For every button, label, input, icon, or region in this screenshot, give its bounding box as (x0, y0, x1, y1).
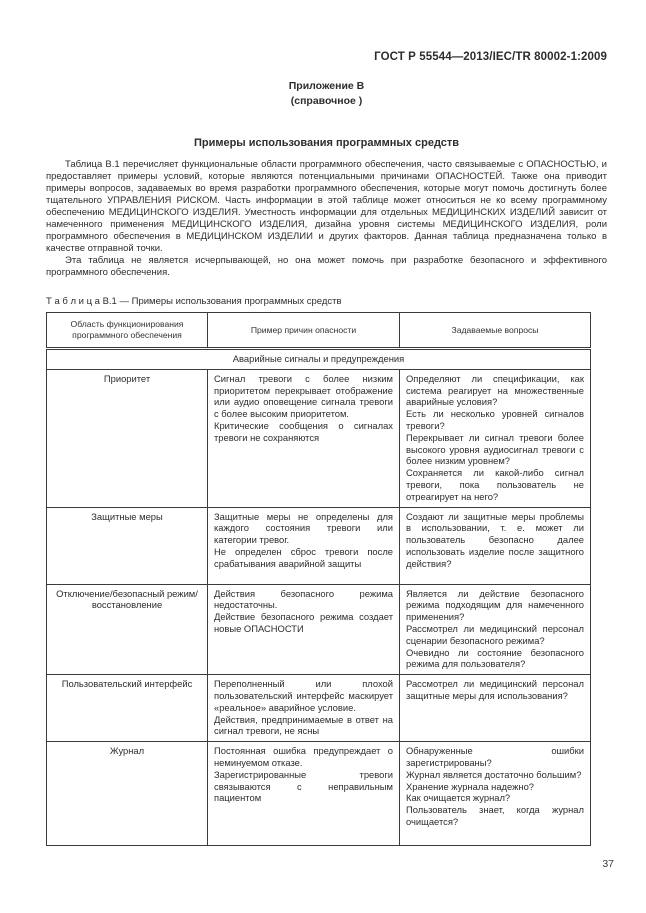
cell-paragraph: Очевидно ли состояние безопасного режима для пользователя? (406, 646, 584, 670)
cell-paragraph: Как очищается журнал? (406, 792, 511, 804)
page-title: Примеры использования программных средств (193, 137, 460, 149)
cell-function-area: Отключение/безопасный режим/восстановление (47, 584, 208, 675)
cell-paragraph: Сохраняется ли какой-либо сигнал тревоги, пока пользователь не отреагирует на него? (406, 467, 584, 502)
cell-paragraph: Пользователь знает, когда журнал очищается? (406, 804, 584, 827)
table-section-row (47, 349, 591, 370)
table-row (47, 675, 591, 742)
appendix-heading (46, 79, 607, 109)
cell-paragraph: Является ли действие безопасного режима подходящим для намеченного применения? (406, 587, 584, 623)
cell-paragraph: Критические сообщения о сигналах тревоги не сохраняются (214, 419, 393, 443)
usage-examples-table (46, 312, 591, 846)
cell-paragraph: Перекрывает ли сигнал тревоги более высокого уровня аудиосигнал тревоги с более низким уровнем? (406, 431, 584, 467)
table-header-row (47, 313, 591, 349)
cell-paragraph: Зарегистрированные тревоги связываются с неправильным пациентом (214, 768, 393, 804)
content-area (46, 0, 614, 871)
cell-function-area: Защитные меры (47, 507, 208, 584)
cell-hazard-causes (208, 507, 400, 584)
column-header-function-area: Область функционирования программного обеспечения (47, 313, 208, 349)
table-row (47, 369, 591, 507)
table-caption: Т а б л и ц а В.1 — Примеры использования программных средств (46, 296, 342, 307)
cell-paragraph: Сигнал тревоги с более низким приоритетом перекрывает отображение или аудио оповещение сигнала тревоги с более высоким приоритетом. (214, 372, 393, 420)
appendix-type: (справочное ) (290, 95, 363, 107)
section-header: Аварийные сигналы и предупреждения (47, 349, 591, 370)
cell-paragraph: Не определен сброс тревоги после срабатывания аварийной защиты (214, 545, 393, 569)
table-row (47, 584, 591, 675)
cell-questions (400, 507, 591, 584)
cell-function-area: Пользовательский интерфейс (47, 675, 208, 742)
cell-paragraph: Постоянная ошибка предупреждает о неминуемом отказе. (214, 745, 393, 768)
cell-paragraph: Есть ли несколько уровней сигналов тревоги? (406, 408, 584, 431)
paragraph: Эта таблица не является исчерпывающей, но она может помочь при разработке безопасного и эффективного программного обеспечения. (46, 255, 607, 278)
cell-paragraph: Действие безопасного режима создает новые ОПАСНОСТИ (214, 611, 393, 634)
cell-paragraph: Рассмотрел ли медицинский персонал сценарии безопасного режима? (406, 622, 584, 646)
cell-paragraph: Действия, предпринимаемые в ответ на сигнал тревоги, не ясны (214, 713, 393, 737)
table-row (47, 507, 591, 584)
cell-questions (400, 584, 591, 675)
page-number: 37 (602, 858, 614, 871)
cell-hazard-causes (208, 742, 400, 846)
cell-paragraph: Хранение журнала надежно? (406, 780, 535, 792)
cell-function-area: Приоритет (47, 369, 208, 507)
cell-hazard-causes (208, 675, 400, 742)
document-code-header: ГОСТ Р 55544—2013/IEC/TR 80002-1:2009 (374, 51, 607, 63)
cell-paragraph: Определяют ли спецификации, как система реагирует на множественные аварийные условия? (406, 372, 584, 408)
cell-paragraph: Журнал является достаточно большим? (406, 768, 582, 780)
cell-questions (400, 369, 591, 507)
cell-paragraph: Обнаруженные ошибки зарегистрированы? (406, 745, 584, 768)
cell-paragraph: Создают ли защитные меры проблемы в использовании, т. е. может ли пользователь безопасно далее использовать изделие после защитного действия? (406, 510, 584, 569)
cell-hazard-causes (208, 369, 400, 507)
column-header-questions: Задаваемые вопросы (400, 313, 591, 349)
cell-paragraph: Защитные меры не определены для каждого состояния тревоги или категории тревог. (214, 510, 393, 546)
paragraph: Таблица В.1 перечисляет функциональные области программного обеспечения, часто связываемые с ОПАСНОСТЬЮ, и предоставляет примеры условий, которые являются потенциальными причинами ОПАСНОСТЕЙ. Также она приводит примеры вопросов, задаваемых во время разработки программного обеспечения, которые могут помочь достигнуть более тщательного УПРАВЛЕНИЯ РИСКОМ. Часть информации в этой таблице может относиться не ко всему программному обеспечению МЕДИЦИНСКОГО ИЗДЕЛИЯ. Уместность информации для отдельных МЕДИЦИНСКИХ ИЗДЕЛИЙ зависит от намеченного применения МЕДИЦИНСКОГО ИЗДЕЛИЯ, дизайна уровня системы МЕДИЦИНСКОГО ИЗДЕЛИЯ, роли программного обеспечения в МЕДИЦИНСКОМ ИЗДЕЛИИ и других факторов. Данная таблица предназначена только в качестве отправной точки. (46, 159, 607, 254)
cell-function-area: Журнал (47, 742, 208, 846)
cell-questions (400, 742, 591, 846)
table-row (47, 742, 591, 846)
cell-questions (400, 675, 591, 742)
body-paragraphs (46, 159, 607, 279)
cell-paragraph: Рассмотрел ли медицинский персонал защитные меры для использования? (406, 678, 584, 701)
column-header-hazard-causes: Пример причин опасности (208, 313, 400, 349)
appendix-label: Приложение В (288, 80, 365, 92)
cell-paragraph: Действия безопасного режима недостаточны. (214, 587, 393, 611)
cell-hazard-causes (208, 584, 400, 675)
cell-paragraph: Переполненный или плохой пользовательский интерфейс маскирует «реальное» аварийное условие. (214, 678, 393, 713)
